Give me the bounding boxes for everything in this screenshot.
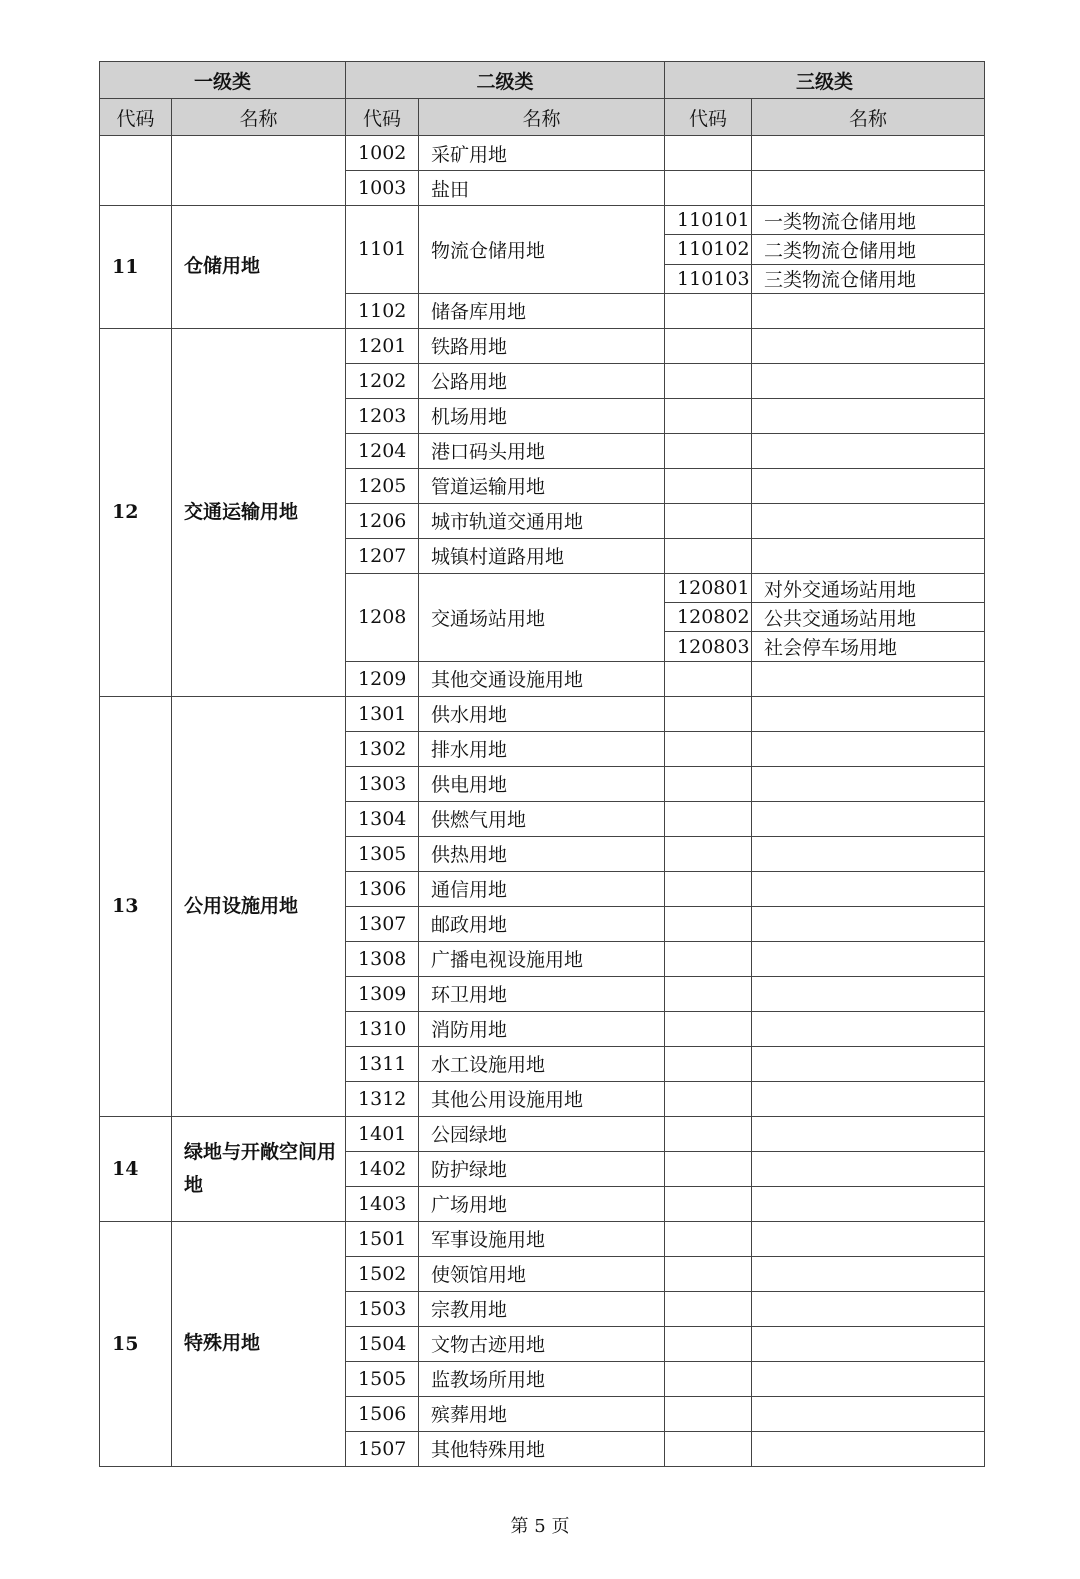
level2-code: 1507	[346, 1431, 419, 1466]
level2-name: 监教场所用地	[419, 1361, 665, 1396]
level3-name-empty	[752, 1431, 985, 1466]
level3-code-empty	[665, 538, 752, 573]
page-footer-suffix: 页	[551, 1516, 570, 1537]
level3-code-empty	[665, 766, 752, 801]
level1-name: 交通运输用地	[172, 328, 346, 696]
table-row	[100, 136, 985, 171]
table-row	[100, 328, 985, 363]
level3-name: 二类物流仓储用地	[752, 235, 985, 264]
land-use-classification-table	[99, 61, 985, 1467]
level3-code-empty	[665, 661, 752, 696]
level2-code: 1207	[346, 538, 419, 573]
level2-name: 水工设施用地	[419, 1046, 665, 1081]
level2-name: 广场用地	[419, 1186, 665, 1221]
level2-name: 公路用地	[419, 363, 665, 398]
level2-name: 储备库用地	[419, 293, 665, 328]
level3-name-empty	[752, 1291, 985, 1326]
level3-code-empty	[665, 1256, 752, 1291]
level2-code: 1101	[346, 206, 419, 294]
level2-name: 广播电视设施用地	[419, 941, 665, 976]
level3-code-empty	[665, 136, 752, 171]
level2-code: 1002	[346, 136, 419, 171]
level3-name-empty	[752, 906, 985, 941]
level3-name-empty	[752, 538, 985, 573]
level2-name: 机场用地	[419, 398, 665, 433]
level3-code-empty	[665, 976, 752, 1011]
level2-name: 消防用地	[419, 1011, 665, 1046]
level2-code: 1403	[346, 1186, 419, 1221]
level3-name-empty	[752, 503, 985, 538]
level2-name: 使领馆用地	[419, 1256, 665, 1291]
level3-name-empty	[752, 766, 985, 801]
header-level3-code: 代码	[665, 99, 752, 136]
page-footer-prefix: 第	[510, 1516, 529, 1537]
level3-name: 公共交通场站用地	[752, 603, 985, 632]
level2-code: 1304	[346, 801, 419, 836]
level3-code: 110103	[665, 264, 752, 293]
level3-code-empty	[665, 801, 752, 836]
level2-code: 1505	[346, 1361, 419, 1396]
level2-name: 公园绿地	[419, 1116, 665, 1151]
level3-code: 110101	[665, 206, 752, 235]
level2-code: 1201	[346, 328, 419, 363]
level2-code: 1202	[346, 363, 419, 398]
level3-name-empty	[752, 468, 985, 503]
level3-name-empty	[752, 661, 985, 696]
header-level3-name: 名称	[752, 99, 985, 136]
level3-name-empty	[752, 976, 985, 1011]
level2-code: 1203	[346, 398, 419, 433]
level3-name-empty	[752, 171, 985, 206]
level2-code: 1204	[346, 433, 419, 468]
level3-code-empty	[665, 468, 752, 503]
table-row	[100, 206, 985, 235]
level2-name: 铁路用地	[419, 328, 665, 363]
level3-code-empty	[665, 433, 752, 468]
table-body	[100, 136, 985, 1467]
header-row-levels	[100, 62, 985, 99]
level2-code: 1312	[346, 1081, 419, 1116]
header-level1: 一级类	[100, 62, 346, 99]
level3-code-empty	[665, 363, 752, 398]
level3-name-empty	[752, 1221, 985, 1256]
level2-code: 1309	[346, 976, 419, 1011]
level2-code: 1305	[346, 836, 419, 871]
level3-code-empty	[665, 293, 752, 328]
level2-name: 殡葬用地	[419, 1396, 665, 1431]
level2-code: 1209	[346, 661, 419, 696]
level3-name-empty	[752, 871, 985, 906]
level1-code: 13	[100, 696, 172, 1116]
level3-name-empty	[752, 363, 985, 398]
level3-code-empty	[665, 398, 752, 433]
level3-name: 对外交通场站用地	[752, 573, 985, 602]
level3-code: 120801	[665, 573, 752, 602]
level2-code: 1504	[346, 1326, 419, 1361]
level3-name-empty	[752, 801, 985, 836]
level2-name: 环卫用地	[419, 976, 665, 1011]
level3-code-empty	[665, 171, 752, 206]
level3-code-empty	[665, 1186, 752, 1221]
level3-code-empty	[665, 1396, 752, 1431]
page-number: 5	[534, 1516, 546, 1537]
level2-name: 供燃气用地	[419, 801, 665, 836]
level1-code: 14	[100, 1116, 172, 1221]
level2-name: 其他交通设施用地	[419, 661, 665, 696]
level2-code: 1102	[346, 293, 419, 328]
level2-code: 1003	[346, 171, 419, 206]
level1-name: 绿地与开敞空间用地	[172, 1116, 346, 1221]
level3-name-empty	[752, 433, 985, 468]
level2-name: 交通场站用地	[419, 573, 665, 661]
level2-code: 1311	[346, 1046, 419, 1081]
level3-code-empty	[665, 1361, 752, 1396]
level3-name-empty	[752, 696, 985, 731]
level1-name: 公用设施用地	[172, 696, 346, 1116]
level3-code-empty	[665, 731, 752, 766]
level3-code-empty	[665, 1291, 752, 1326]
header-level2: 二级类	[346, 62, 665, 99]
level3-name-empty	[752, 328, 985, 363]
level3-code: 120802	[665, 603, 752, 632]
level3-name: 社会停车场用地	[752, 632, 985, 661]
level2-code: 1501	[346, 1221, 419, 1256]
header-level1-name: 名称	[172, 99, 346, 136]
level2-code: 1307	[346, 906, 419, 941]
level2-name: 排水用地	[419, 731, 665, 766]
level2-name: 文物古迹用地	[419, 1326, 665, 1361]
level2-code: 1503	[346, 1291, 419, 1326]
level3-name-empty	[752, 1326, 985, 1361]
level2-name: 供水用地	[419, 696, 665, 731]
level3-code-empty	[665, 871, 752, 906]
level2-code: 1401	[346, 1116, 419, 1151]
level3-name-empty	[752, 1116, 985, 1151]
level2-name: 通信用地	[419, 871, 665, 906]
level2-code: 1208	[346, 573, 419, 661]
level2-name: 城市轨道交通用地	[419, 503, 665, 538]
level3-name: 一类物流仓储用地	[752, 206, 985, 235]
level2-name: 采矿用地	[419, 136, 665, 171]
table-row	[100, 1116, 985, 1151]
level1-code: 11	[100, 206, 172, 329]
table-header	[100, 62, 985, 136]
level3-name: 三类物流仓储用地	[752, 264, 985, 293]
level3-code-empty	[665, 1151, 752, 1186]
level2-code: 1506	[346, 1396, 419, 1431]
level2-name: 防护绿地	[419, 1151, 665, 1186]
level3-name-empty	[752, 1361, 985, 1396]
level1-name: 特殊用地	[172, 1221, 346, 1466]
level2-code: 1303	[346, 766, 419, 801]
level2-code: 1306	[346, 871, 419, 906]
level3-name-empty	[752, 1011, 985, 1046]
level3-code-empty	[665, 941, 752, 976]
header-level2-name: 名称	[419, 99, 665, 136]
level3-code-empty	[665, 836, 752, 871]
level2-code: 1502	[346, 1256, 419, 1291]
level2-code: 1302	[346, 731, 419, 766]
level1-name	[172, 136, 346, 206]
level3-name-empty	[752, 941, 985, 976]
level3-code-empty	[665, 1046, 752, 1081]
level2-name: 其他公用设施用地	[419, 1081, 665, 1116]
level3-code-empty	[665, 1431, 752, 1466]
level3-name-empty	[752, 1046, 985, 1081]
level2-code: 1310	[346, 1011, 419, 1046]
level2-name: 军事设施用地	[419, 1221, 665, 1256]
level3-code-empty	[665, 906, 752, 941]
level2-name: 其他特殊用地	[419, 1431, 665, 1466]
level2-name: 物流仓储用地	[419, 206, 665, 294]
level1-name: 仓储用地	[172, 206, 346, 329]
level3-code-empty	[665, 1326, 752, 1361]
level3-code-empty	[665, 328, 752, 363]
level2-name: 供热用地	[419, 836, 665, 871]
level1-code: 12	[100, 328, 172, 696]
level3-code-empty	[665, 503, 752, 538]
level3-name-empty	[752, 1256, 985, 1291]
level2-name: 盐田	[419, 171, 665, 206]
level1-code: 15	[100, 1221, 172, 1466]
table-row	[100, 696, 985, 731]
level2-name: 宗教用地	[419, 1291, 665, 1326]
level3-code: 120803	[665, 632, 752, 661]
level3-code: 110102	[665, 235, 752, 264]
header-level3: 三级类	[665, 62, 985, 99]
level3-code-empty	[665, 1221, 752, 1256]
level3-name-empty	[752, 836, 985, 871]
level2-name: 港口码头用地	[419, 433, 665, 468]
level1-code	[100, 136, 172, 206]
level2-code: 1402	[346, 1151, 419, 1186]
level3-name-empty	[752, 1186, 985, 1221]
level2-code: 1205	[346, 468, 419, 503]
level3-name-empty	[752, 136, 985, 171]
level3-name-empty	[752, 398, 985, 433]
level2-code: 1308	[346, 941, 419, 976]
level3-name-empty	[752, 1081, 985, 1116]
level3-name-empty	[752, 293, 985, 328]
level3-code-empty	[665, 696, 752, 731]
table-row	[100, 1221, 985, 1256]
level2-code: 1206	[346, 503, 419, 538]
level3-code-empty	[665, 1116, 752, 1151]
level3-code-empty	[665, 1081, 752, 1116]
level3-name-empty	[752, 1151, 985, 1186]
header-level1-code: 代码	[100, 99, 172, 136]
page-footer	[0, 1512, 1080, 1538]
header-level2-code: 代码	[346, 99, 419, 136]
level3-name-empty	[752, 731, 985, 766]
level2-name: 城镇村道路用地	[419, 538, 665, 573]
level2-code: 1301	[346, 696, 419, 731]
header-row-columns	[100, 99, 985, 136]
level3-code-empty	[665, 1011, 752, 1046]
level2-name: 邮政用地	[419, 906, 665, 941]
level3-name-empty	[752, 1396, 985, 1431]
level2-name: 供电用地	[419, 766, 665, 801]
level2-name: 管道运输用地	[419, 468, 665, 503]
